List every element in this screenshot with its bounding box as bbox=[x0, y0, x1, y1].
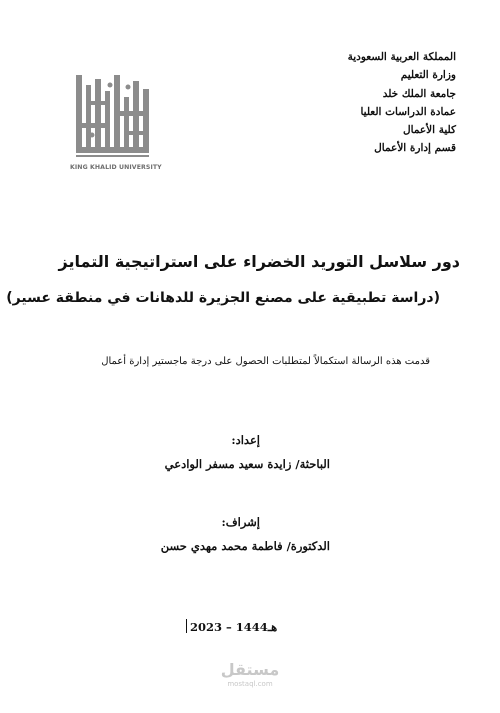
mostaql-watermark bbox=[215, 660, 285, 689]
thesis-degree-note: قدمت هذه الرسالة استكمالاً لمتطلبات الحصول على درجة ماجستير إدارة أعمال bbox=[101, 356, 430, 367]
supervisor-name: الدكتورة/ فاطمة محمد مهدي حسن bbox=[160, 539, 330, 553]
thesis-title: دور سلاسل التوريد الخضراء على استراتيجية التمايز bbox=[58, 252, 460, 271]
text-cursor bbox=[186, 619, 187, 633]
institution-header bbox=[256, 48, 456, 158]
supervision-label: إشراف: bbox=[221, 515, 260, 529]
header-line-university: جامعة الملك خلد bbox=[382, 87, 456, 100]
university-logo-caption: KING KHALID UNIVERSITY bbox=[70, 164, 162, 171]
prepared-by-label: إعداد: bbox=[231, 433, 260, 447]
watermark-url: mostaql.com bbox=[227, 680, 273, 688]
thesis-subtitle: (دراسة تطبيقية على مصنع الجزيرة للدهانات في منطقة عسير) bbox=[6, 290, 440, 306]
header-line-deanship: عمادة الدراسات العليا bbox=[360, 105, 456, 118]
header-line-country: المملكة العربية السعودية bbox=[347, 51, 456, 63]
header-line-department: قسم إدارة الأعمال bbox=[374, 142, 456, 155]
header-line-ministry: وزارة التعليم bbox=[400, 69, 456, 82]
university-logo-icon bbox=[70, 71, 162, 177]
watermark-logo-text: مستقل bbox=[220, 660, 280, 679]
header-line-college: كلية الأعمال bbox=[403, 124, 456, 137]
thesis-date: 2023 – 1444هـ bbox=[190, 620, 278, 634]
researcher-name: الباحثة/ زايدة سعيد مسفر الوادعي bbox=[164, 457, 330, 471]
